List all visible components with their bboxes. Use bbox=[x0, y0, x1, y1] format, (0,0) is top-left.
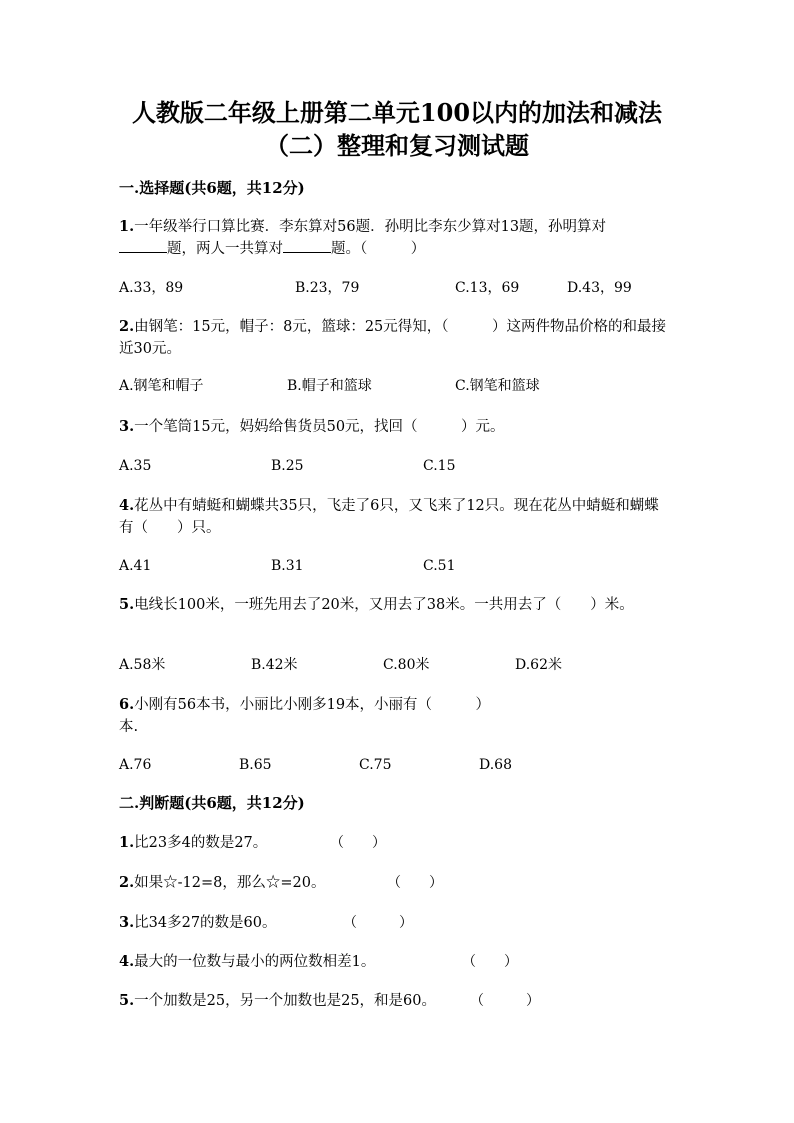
question-number: 4. bbox=[119, 497, 135, 514]
answer-blank bbox=[283, 238, 331, 253]
question-text-part-3: 题。（ ） bbox=[331, 241, 426, 257]
option-a: A.33，89 bbox=[119, 280, 184, 296]
question-number: 1. bbox=[119, 218, 135, 235]
option-d: D.68 bbox=[479, 757, 512, 773]
option-c: C.51 bbox=[423, 558, 456, 574]
question-text: 花丛中有蜻蜓和蝴蝶共35只，飞走了6只，又飞来了12只。现在花丛中蜻蜓和蝴蝶有（ ）只。 bbox=[119, 498, 659, 536]
section-choice-heading: 一.选择题(共6题，共12分) bbox=[119, 179, 305, 197]
option-a: A.41 bbox=[119, 558, 152, 574]
question-number: 4. bbox=[119, 953, 135, 970]
answer-parentheses: （ ） bbox=[462, 954, 518, 970]
choice-question-1 bbox=[119, 216, 667, 260]
judge-question-5 bbox=[119, 990, 436, 1012]
option-c: C.钢笔和篮球 bbox=[455, 378, 540, 394]
judge-question-3 bbox=[119, 912, 277, 934]
option-b: B.23，79 bbox=[295, 280, 360, 296]
answer-parentheses: （ ） bbox=[470, 993, 540, 1009]
question-text: 最大的一位数与最小的两位数相差1。 bbox=[134, 954, 376, 970]
question-text: 一个笔筒15元，妈妈给售货员50元，找回（ ）元。 bbox=[134, 419, 505, 435]
option-d: D.43，99 bbox=[567, 280, 632, 296]
question-text: 一个加数是25，另一个加数也是25，和是60。 bbox=[134, 993, 436, 1009]
choice-question-3 bbox=[119, 416, 667, 438]
option-a: A.58米 bbox=[119, 657, 166, 673]
choice-question-4 bbox=[119, 495, 667, 539]
choice-question-5 bbox=[119, 594, 667, 616]
option-a: A.35 bbox=[119, 458, 152, 474]
question-number: 3. bbox=[119, 418, 135, 435]
option-b: B.帽子和篮球 bbox=[287, 378, 372, 394]
question-number: 5. bbox=[119, 596, 135, 613]
option-b: B.65 bbox=[239, 757, 272, 773]
judge-question-4 bbox=[119, 951, 375, 973]
option-b: B.31 bbox=[271, 558, 304, 574]
question-text: 由钢笔：15元，帽子：8元，篮球：25元得知，（ ）这两件物品价格的和最接近30元。 bbox=[119, 319, 667, 357]
option-c: C.75 bbox=[359, 757, 392, 773]
question-text-part-2: 本. bbox=[119, 719, 139, 735]
question-number: 2. bbox=[119, 874, 135, 891]
question-number: 5. bbox=[119, 992, 135, 1009]
title-line-1: 人教版二年级上册第二单元100以内的加法和减法 bbox=[131, 98, 663, 127]
answer-parentheses: （ ） bbox=[330, 835, 386, 851]
question-number: 3. bbox=[119, 914, 135, 931]
question-text-part-2: 题，两人一共算对 bbox=[167, 241, 283, 257]
option-b: B.25 bbox=[271, 458, 304, 474]
judge-question-1 bbox=[119, 832, 267, 854]
question-text: 比23多4的数是27。 bbox=[134, 835, 268, 851]
option-b: B.42米 bbox=[251, 657, 298, 673]
choice-question-6 bbox=[119, 694, 667, 738]
question-text-part-1: 小刚有56本书，小丽比小刚多19本，小丽有（ ） bbox=[134, 697, 491, 713]
question-number: 2. bbox=[119, 318, 135, 335]
title-line-2: （二）整理和复习测试题 bbox=[265, 131, 529, 160]
question-text: 如果☆-12=8，那么☆=20。 bbox=[134, 875, 326, 891]
option-a: A.76 bbox=[119, 757, 152, 773]
answer-blank bbox=[119, 238, 167, 253]
option-c: C.13，69 bbox=[455, 280, 520, 296]
judge-question-2 bbox=[119, 872, 325, 894]
option-c: C.80米 bbox=[383, 657, 430, 673]
option-a: A.钢笔和帽子 bbox=[119, 378, 204, 394]
question-number: 1. bbox=[119, 834, 135, 851]
option-d: D.62米 bbox=[515, 657, 562, 673]
choice-question-2 bbox=[119, 316, 667, 360]
section-judge-heading: 二.判断题(共6题，共12分) bbox=[119, 794, 305, 812]
option-c: C.15 bbox=[423, 458, 456, 474]
answer-parentheses: （ ） bbox=[343, 915, 413, 931]
question-text: 电线长100米，一班先用去了20米，又用去了38米。一共用去了（ ）米。 bbox=[134, 597, 634, 613]
answer-parentheses: （ ） bbox=[387, 875, 443, 891]
question-number: 6. bbox=[119, 696, 135, 713]
question-text: 比34多27的数是60。 bbox=[134, 915, 277, 931]
question-text-part-1: 一年级举行口算比赛．李东算对56题．孙明比李东少算对13题，孙明算对 bbox=[134, 219, 607, 235]
